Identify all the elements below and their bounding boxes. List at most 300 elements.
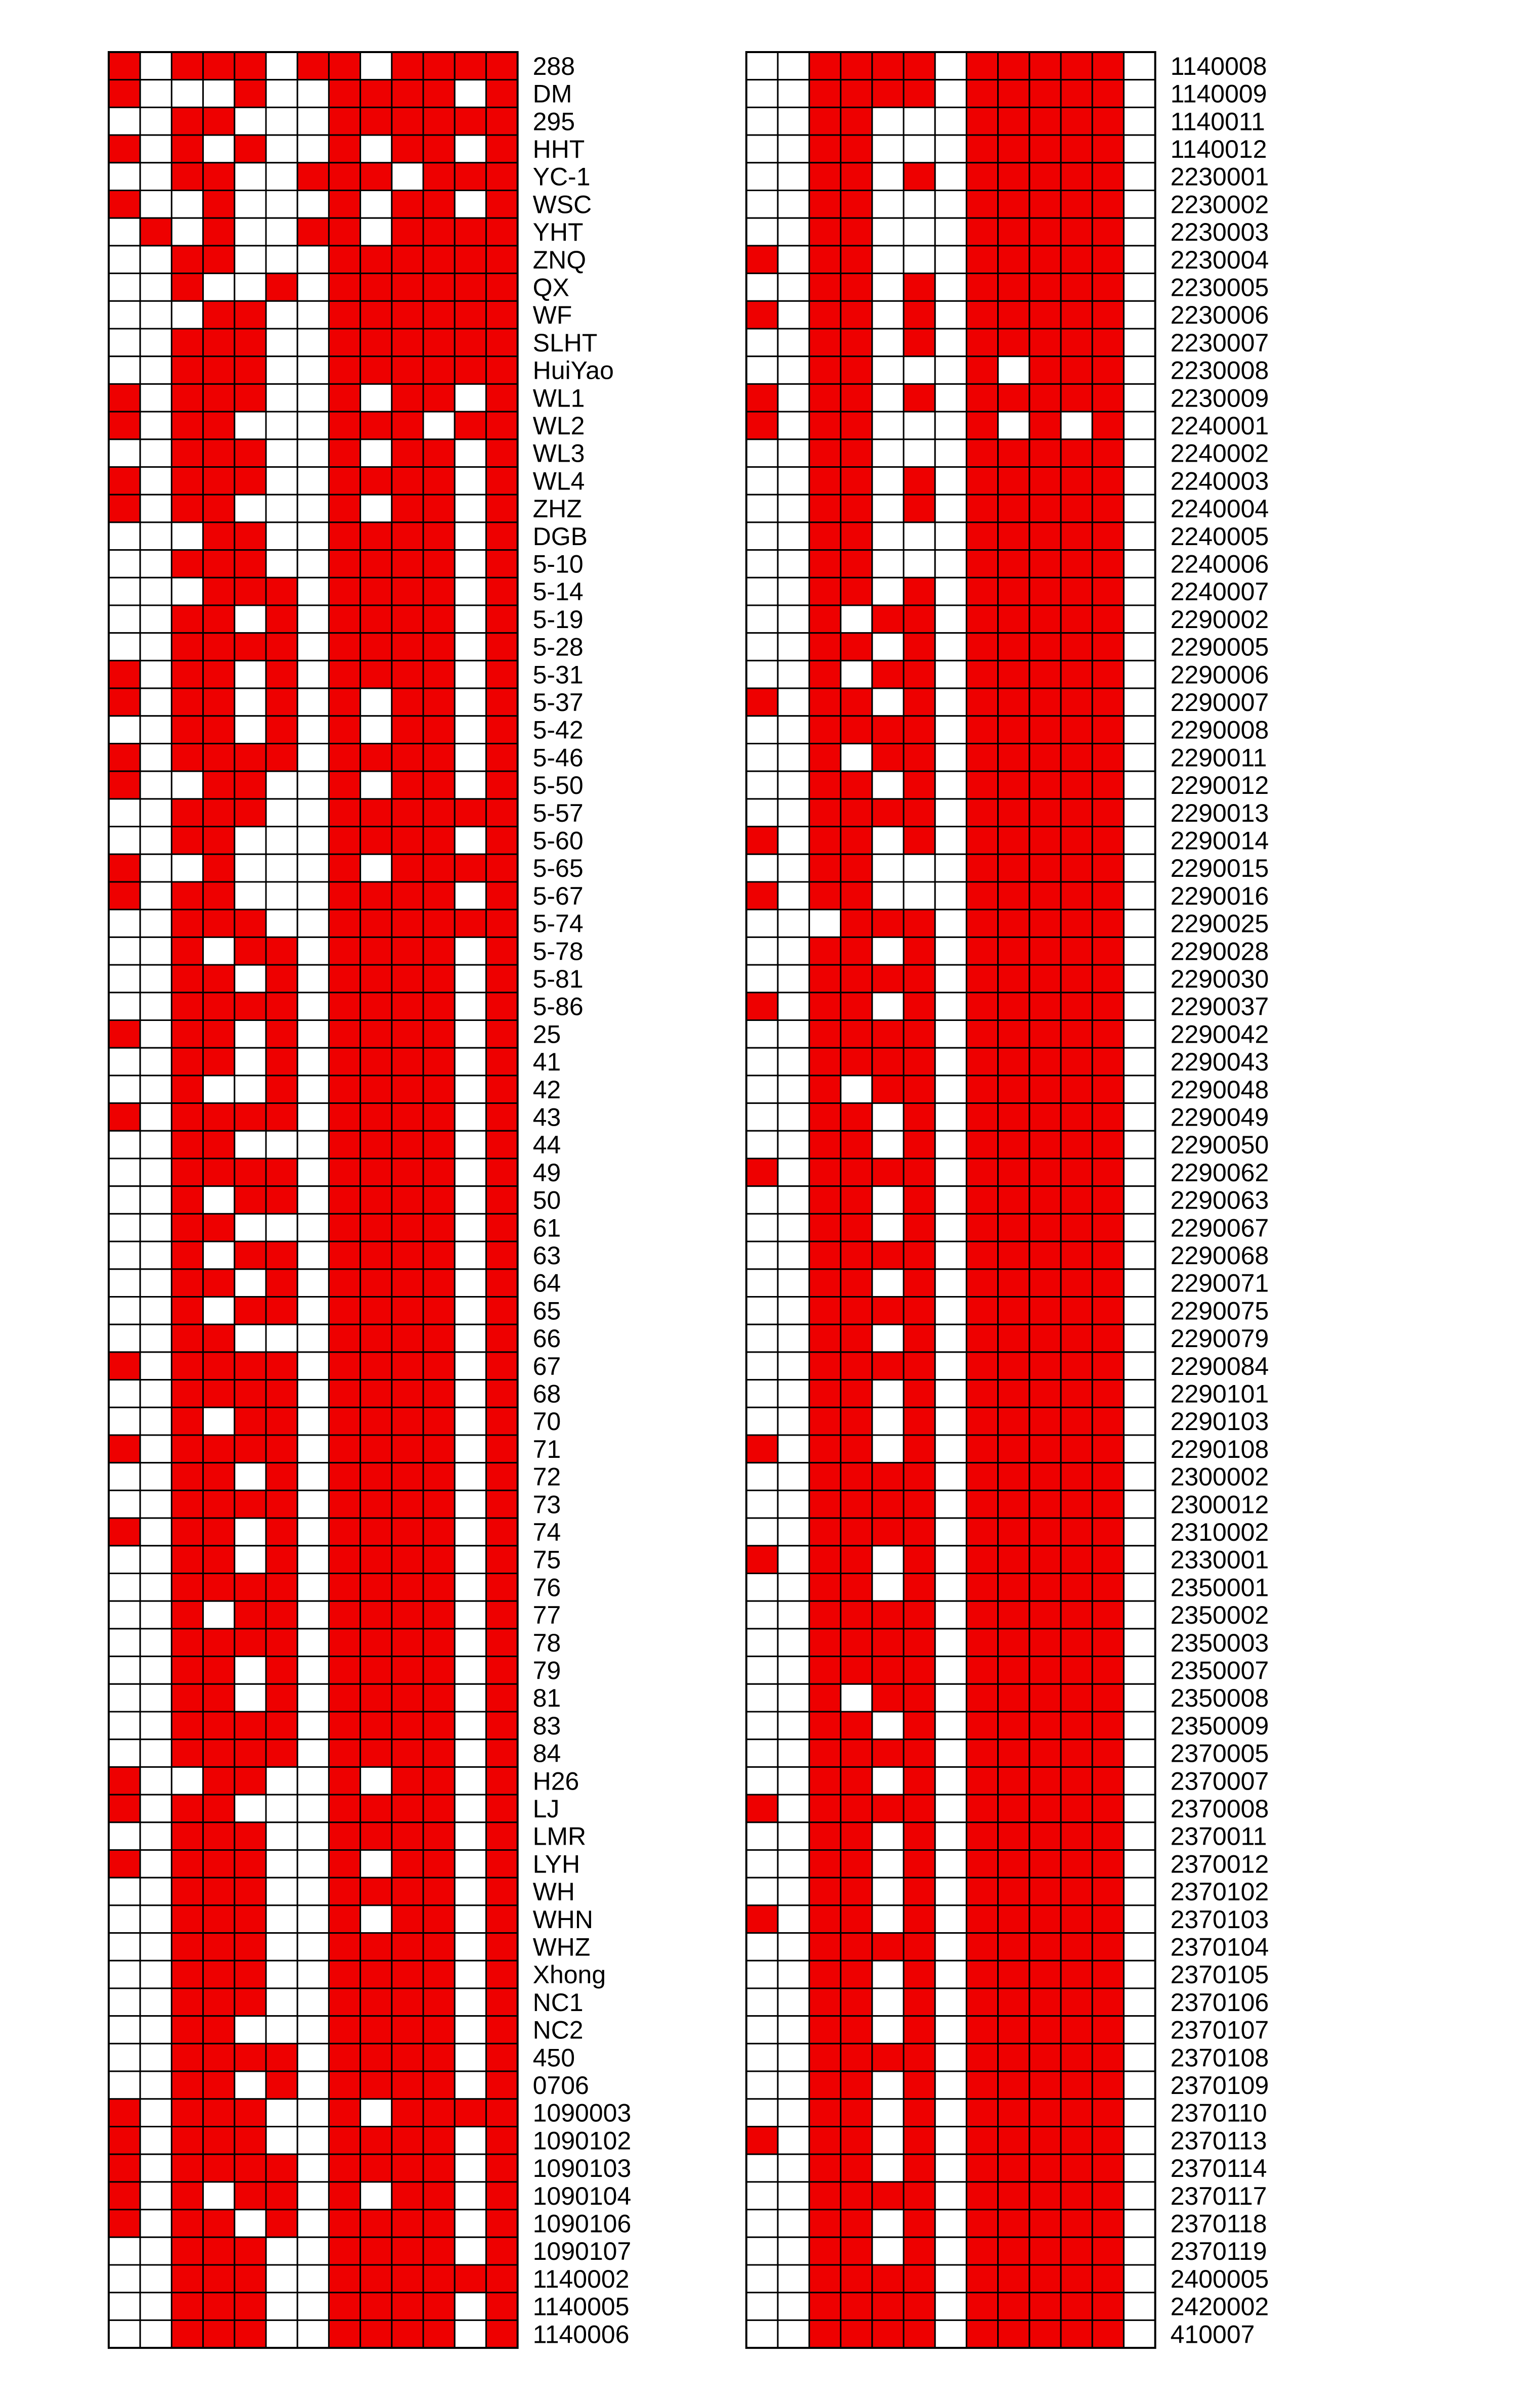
cell-present bbox=[235, 1103, 266, 1131]
cell-present bbox=[392, 1186, 423, 1214]
cell-present bbox=[423, 1822, 455, 1850]
cell-present bbox=[423, 2237, 455, 2265]
cell-present bbox=[998, 854, 1030, 882]
cell-present bbox=[329, 274, 360, 301]
row-label: 2290016 bbox=[1170, 881, 1269, 910]
cell-present bbox=[361, 827, 392, 855]
cell-absent bbox=[140, 993, 171, 1020]
cell-absent bbox=[872, 163, 904, 191]
heatmap-row bbox=[746, 2320, 1255, 2348]
cell-present bbox=[203, 384, 235, 412]
cell-present bbox=[998, 1186, 1030, 1214]
cell-absent bbox=[297, 495, 329, 522]
cell-present bbox=[235, 910, 266, 938]
cell-present bbox=[904, 716, 935, 744]
cell-present bbox=[423, 1684, 455, 1712]
row-label: 1090103 bbox=[532, 2154, 632, 2183]
cell-present bbox=[872, 1241, 904, 1269]
cell-absent bbox=[266, 80, 297, 108]
cell-present bbox=[109, 412, 140, 439]
cell-present bbox=[423, 1158, 455, 1186]
cell-absent bbox=[935, 1380, 966, 1408]
cell-absent bbox=[778, 301, 809, 329]
cell-present bbox=[486, 301, 517, 329]
cell-absent bbox=[297, 2099, 329, 2127]
cell-present bbox=[966, 2016, 998, 2044]
cell-present bbox=[998, 1712, 1030, 1740]
cell-absent bbox=[872, 577, 904, 605]
cell-absent bbox=[455, 882, 486, 910]
cell-absent bbox=[1124, 2210, 1155, 2238]
cell-present bbox=[809, 1490, 840, 1518]
cell-present bbox=[809, 1684, 840, 1712]
cell-absent bbox=[746, 2043, 778, 2071]
cell-absent bbox=[140, 771, 171, 799]
cell-present bbox=[329, 1684, 360, 1712]
cell-absent bbox=[935, 1186, 966, 1214]
cell-present bbox=[1061, 2320, 1092, 2348]
cell-present bbox=[998, 495, 1030, 522]
cell-present bbox=[423, 1905, 455, 1933]
row-label: 2290012 bbox=[1170, 771, 1269, 800]
cell-absent bbox=[935, 937, 966, 965]
cell-absent bbox=[235, 107, 266, 135]
row-label: 1140002 bbox=[532, 2264, 630, 2293]
heatmap-row bbox=[746, 1076, 1269, 1104]
cell-present bbox=[392, 1933, 423, 1961]
cell-absent bbox=[297, 1905, 329, 1933]
cell-present bbox=[203, 439, 235, 467]
cell-present bbox=[809, 52, 840, 80]
cell-absent bbox=[171, 577, 203, 605]
cell-present bbox=[841, 1214, 872, 1241]
cell-present bbox=[1061, 107, 1092, 135]
cell-present bbox=[809, 1214, 840, 1241]
cell-present bbox=[235, 1767, 266, 1795]
cell-absent bbox=[297, 1933, 329, 1961]
cell-absent bbox=[140, 1297, 171, 1325]
cell-present bbox=[998, 301, 1030, 329]
row-label: 0706 bbox=[532, 2071, 589, 2100]
cell-present bbox=[203, 2016, 235, 2044]
cell-present bbox=[361, 1076, 392, 1103]
cell-present bbox=[904, 2099, 935, 2127]
cell-absent bbox=[904, 135, 935, 163]
cell-absent bbox=[455, 2127, 486, 2155]
cell-present bbox=[966, 2154, 998, 2182]
cell-absent bbox=[935, 2154, 966, 2182]
cell-absent bbox=[746, 2320, 778, 2348]
heatmap-row bbox=[746, 1269, 1269, 1298]
cell-absent bbox=[109, 1960, 140, 1988]
cell-present bbox=[486, 1048, 517, 1076]
cell-present bbox=[392, 2127, 423, 2155]
cell-absent bbox=[872, 1712, 904, 1740]
cell-present bbox=[109, 1352, 140, 1380]
cell-present bbox=[361, 744, 392, 772]
cell-absent bbox=[872, 1822, 904, 1850]
cell-absent bbox=[872, 1407, 904, 1435]
cell-present bbox=[329, 384, 360, 412]
cell-absent bbox=[746, 495, 778, 522]
cell-absent bbox=[455, 2293, 486, 2321]
cell-present bbox=[329, 412, 360, 439]
cell-absent bbox=[266, 2320, 297, 2348]
cell-present bbox=[423, 52, 455, 80]
cell-absent bbox=[140, 605, 171, 633]
cell-present bbox=[841, 1352, 872, 1380]
cell-absent bbox=[935, 495, 966, 522]
cell-present bbox=[423, 2320, 455, 2348]
row-label: HuiYao bbox=[532, 356, 614, 385]
cell-present bbox=[361, 937, 392, 965]
cell-present bbox=[1061, 1988, 1092, 2016]
cell-present bbox=[486, 1601, 517, 1629]
cell-present bbox=[486, 1878, 517, 1905]
cell-present bbox=[392, 799, 423, 827]
cell-present bbox=[1030, 1352, 1061, 1380]
cell-present bbox=[1092, 1657, 1124, 1684]
cell-present bbox=[809, 716, 840, 744]
cell-present bbox=[361, 1657, 392, 1684]
cell-present bbox=[1061, 1435, 1092, 1463]
heatmap-row bbox=[746, 384, 1269, 412]
cell-absent bbox=[1124, 1657, 1155, 1684]
cell-present bbox=[841, 301, 872, 329]
cell-present bbox=[486, 495, 517, 522]
cell-absent bbox=[935, 412, 966, 439]
heatmap-row bbox=[746, 771, 1269, 799]
cell-present bbox=[746, 301, 778, 329]
cell-present bbox=[392, 2182, 423, 2210]
cell-present bbox=[904, 274, 935, 301]
cell-present bbox=[486, 1241, 517, 1269]
cell-absent bbox=[455, 716, 486, 744]
row-label: 2240007 bbox=[1170, 577, 1269, 606]
cell-absent bbox=[140, 965, 171, 993]
cell-absent bbox=[1124, 2293, 1155, 2321]
cell-absent bbox=[235, 1131, 266, 1158]
heatmap-row bbox=[109, 384, 585, 412]
cell-present bbox=[171, 1905, 203, 1933]
cell-absent bbox=[778, 522, 809, 550]
cell-absent bbox=[1124, 329, 1155, 356]
cell-present bbox=[841, 52, 872, 80]
cell-present bbox=[809, 1463, 840, 1491]
cell-present bbox=[361, 1048, 392, 1076]
heatmap-row bbox=[109, 1131, 561, 1159]
cell-absent bbox=[266, 854, 297, 882]
cell-present bbox=[1061, 1712, 1092, 1740]
cell-present bbox=[1030, 1241, 1061, 1269]
cell-present bbox=[904, 1186, 935, 1214]
cell-present bbox=[904, 301, 935, 329]
cell-present bbox=[266, 605, 297, 633]
cell-absent bbox=[266, 495, 297, 522]
cell-present bbox=[1061, 2293, 1092, 2321]
heatmap-row bbox=[109, 688, 584, 717]
cell-absent bbox=[297, 799, 329, 827]
cell-absent bbox=[140, 1076, 171, 1103]
cell-absent bbox=[778, 660, 809, 688]
cell-present bbox=[998, 1131, 1030, 1158]
cell-present bbox=[1030, 1767, 1061, 1795]
cell-present bbox=[904, 1158, 935, 1186]
cell-absent bbox=[1124, 2182, 1155, 2210]
cell-present bbox=[904, 1241, 935, 1269]
cell-present bbox=[998, 827, 1030, 855]
heatmap-row bbox=[109, 743, 584, 772]
cell-present bbox=[235, 1822, 266, 1850]
cell-present bbox=[171, 744, 203, 772]
cell-present bbox=[1092, 1905, 1124, 1933]
cell-present bbox=[1061, 274, 1092, 301]
cell-absent bbox=[1124, 1269, 1155, 1297]
cell-present bbox=[1030, 1574, 1061, 1601]
cell-absent bbox=[778, 274, 809, 301]
cell-present bbox=[266, 2071, 297, 2099]
heatmap-row bbox=[746, 1048, 1269, 1076]
cell-present bbox=[1030, 688, 1061, 716]
cell-absent bbox=[109, 1601, 140, 1629]
row-label: 2290008 bbox=[1170, 716, 1269, 744]
cell-absent bbox=[778, 854, 809, 882]
cell-present bbox=[171, 1380, 203, 1408]
cell-present bbox=[486, 2154, 517, 2182]
cell-present bbox=[872, 1463, 904, 1491]
cell-present bbox=[809, 2293, 840, 2321]
cell-absent bbox=[235, 495, 266, 522]
cell-present bbox=[1061, 2182, 1092, 2210]
cell-absent bbox=[140, 135, 171, 163]
cell-present bbox=[1061, 993, 1092, 1020]
cell-present bbox=[486, 2293, 517, 2321]
cell-absent bbox=[455, 1269, 486, 1297]
cell-present bbox=[171, 1878, 203, 1905]
cell-absent bbox=[297, 993, 329, 1020]
cell-present bbox=[486, 1850, 517, 1878]
cell-absent bbox=[935, 577, 966, 605]
cell-present bbox=[203, 356, 235, 384]
cell-absent bbox=[235, 246, 266, 274]
cell-absent bbox=[297, 2154, 329, 2182]
cell-present bbox=[203, 1158, 235, 1186]
cell-absent bbox=[140, 1878, 171, 1905]
cell-absent bbox=[297, 135, 329, 163]
row-label: 2350009 bbox=[1170, 1711, 1269, 1740]
cell-present bbox=[423, 550, 455, 578]
cell-present bbox=[1061, 1490, 1092, 1518]
row-label: SLHT bbox=[532, 328, 598, 357]
cell-absent bbox=[778, 771, 809, 799]
row-label: 288 bbox=[532, 52, 575, 80]
cell-present bbox=[872, 605, 904, 633]
cell-absent bbox=[266, 301, 297, 329]
cell-present bbox=[361, 1297, 392, 1325]
heatmap-row bbox=[109, 965, 584, 993]
cell-present bbox=[1092, 1822, 1124, 1850]
cell-present bbox=[486, 412, 517, 439]
cell-present bbox=[423, 1186, 455, 1214]
cell-present bbox=[998, 688, 1030, 716]
cell-absent bbox=[140, 1020, 171, 1048]
cell-absent bbox=[297, 1850, 329, 1878]
row-label: 73 bbox=[532, 1490, 561, 1519]
cell-present bbox=[329, 1740, 360, 1767]
cell-present bbox=[423, 1767, 455, 1795]
cell-present bbox=[1030, 1269, 1061, 1297]
cell-present bbox=[171, 1960, 203, 1988]
cell-present bbox=[809, 1822, 840, 1850]
cell-absent bbox=[778, 80, 809, 108]
cell-present bbox=[1030, 1186, 1061, 1214]
heatmap-row bbox=[746, 827, 1269, 855]
cell-absent bbox=[361, 1850, 392, 1878]
cell-absent bbox=[140, 1407, 171, 1435]
cell-absent bbox=[266, 107, 297, 135]
cell-present bbox=[392, 329, 423, 356]
cell-present bbox=[392, 1241, 423, 1269]
cell-present bbox=[872, 1933, 904, 1961]
cell-absent bbox=[746, 1380, 778, 1408]
cell-present bbox=[809, 1601, 840, 1629]
cell-absent bbox=[140, 356, 171, 384]
row-label: 2370012 bbox=[1170, 1850, 1269, 1879]
cell-present bbox=[361, 2016, 392, 2044]
cell-present bbox=[809, 744, 840, 772]
cell-present bbox=[266, 1076, 297, 1103]
cell-present bbox=[392, 550, 423, 578]
cell-absent bbox=[904, 439, 935, 467]
cell-absent bbox=[746, 577, 778, 605]
cell-absent bbox=[1124, 1767, 1155, 1795]
cell-present bbox=[392, 2293, 423, 2321]
cell-present bbox=[423, 2182, 455, 2210]
cell-absent bbox=[140, 1960, 171, 1988]
cell-present bbox=[235, 1629, 266, 1657]
cell-present bbox=[872, 1684, 904, 1712]
row-label: WL2 bbox=[532, 412, 585, 440]
cell-present bbox=[998, 1574, 1030, 1601]
cell-present bbox=[171, 1822, 203, 1850]
cell-present bbox=[171, 1103, 203, 1131]
cell-present bbox=[109, 191, 140, 218]
cell-present bbox=[809, 439, 840, 467]
cell-absent bbox=[455, 1490, 486, 1518]
cell-present bbox=[998, 218, 1030, 246]
cell-present bbox=[998, 1601, 1030, 1629]
cell-absent bbox=[778, 1518, 809, 1546]
cell-present bbox=[1092, 2154, 1124, 2182]
cell-absent bbox=[872, 771, 904, 799]
cell-absent bbox=[935, 274, 966, 301]
cell-absent bbox=[140, 1435, 171, 1463]
row-label: 2290049 bbox=[1170, 1103, 1269, 1132]
cell-present bbox=[1061, 1878, 1092, 1905]
cell-absent bbox=[935, 660, 966, 688]
cell-present bbox=[171, 1574, 203, 1601]
cell-present bbox=[486, 2265, 517, 2293]
row-label: 2370007 bbox=[1170, 1767, 1269, 1796]
cell-present bbox=[171, 827, 203, 855]
cell-present bbox=[423, 799, 455, 827]
cell-absent bbox=[746, 191, 778, 218]
cell-present bbox=[203, 522, 235, 550]
cell-absent bbox=[109, 993, 140, 1020]
cell-present bbox=[329, 1463, 360, 1491]
heatmap-row bbox=[109, 1657, 561, 1685]
cell-present bbox=[423, 1795, 455, 1822]
cell-present bbox=[423, 1048, 455, 1076]
cell-absent bbox=[1124, 688, 1155, 716]
heatmap-row bbox=[746, 882, 1269, 910]
cell-absent bbox=[297, 1740, 329, 1767]
cell-absent bbox=[140, 799, 171, 827]
cell-absent bbox=[455, 1076, 486, 1103]
cell-present bbox=[809, 495, 840, 522]
cell-absent bbox=[455, 1822, 486, 1850]
cell-present bbox=[998, 246, 1030, 274]
cell-present bbox=[904, 605, 935, 633]
row-label: 2240006 bbox=[1170, 550, 1269, 578]
cell-present bbox=[966, 1158, 998, 1186]
cell-present bbox=[423, 1241, 455, 1269]
cell-absent bbox=[841, 1684, 872, 1712]
cell-present bbox=[1030, 633, 1061, 661]
cell-present bbox=[998, 882, 1030, 910]
cell-absent bbox=[140, 1657, 171, 1684]
cell-present bbox=[1030, 467, 1061, 495]
cell-absent bbox=[297, 1352, 329, 1380]
cell-absent bbox=[140, 329, 171, 356]
cell-absent bbox=[998, 412, 1030, 439]
cell-present bbox=[746, 1158, 778, 1186]
heatmap-row bbox=[746, 550, 1269, 578]
cell-present bbox=[998, 1324, 1030, 1352]
cell-absent bbox=[746, 1601, 778, 1629]
cell-present bbox=[966, 1297, 998, 1325]
cell-present bbox=[423, 163, 455, 191]
heatmap-row bbox=[109, 2016, 584, 2044]
cell-present bbox=[966, 329, 998, 356]
heatmap-row bbox=[746, 1988, 1269, 2017]
heatmap-row bbox=[746, 329, 1269, 357]
cell-present bbox=[392, 1048, 423, 1076]
cell-absent bbox=[778, 882, 809, 910]
cell-present bbox=[171, 1463, 203, 1491]
cell-present bbox=[1061, 1048, 1092, 1076]
cell-present bbox=[486, 1407, 517, 1435]
cell-present bbox=[392, 1518, 423, 1546]
cell-present bbox=[904, 1380, 935, 1408]
cell-absent bbox=[140, 522, 171, 550]
cell-absent bbox=[266, 1878, 297, 1905]
cell-present bbox=[423, 274, 455, 301]
cell-absent bbox=[109, 1988, 140, 2016]
heatmap-row bbox=[109, 1573, 561, 1601]
heatmap-row bbox=[109, 1822, 586, 1851]
cell-present bbox=[486, 1657, 517, 1684]
cell-present bbox=[904, 2237, 935, 2265]
cell-present bbox=[904, 1352, 935, 1380]
cell-present bbox=[171, 716, 203, 744]
cell-present bbox=[904, 1878, 935, 1905]
cell-present bbox=[904, 1740, 935, 1767]
cell-present bbox=[966, 218, 998, 246]
cell-present bbox=[966, 2099, 998, 2127]
cell-present bbox=[486, 2237, 517, 2265]
cell-absent bbox=[904, 191, 935, 218]
